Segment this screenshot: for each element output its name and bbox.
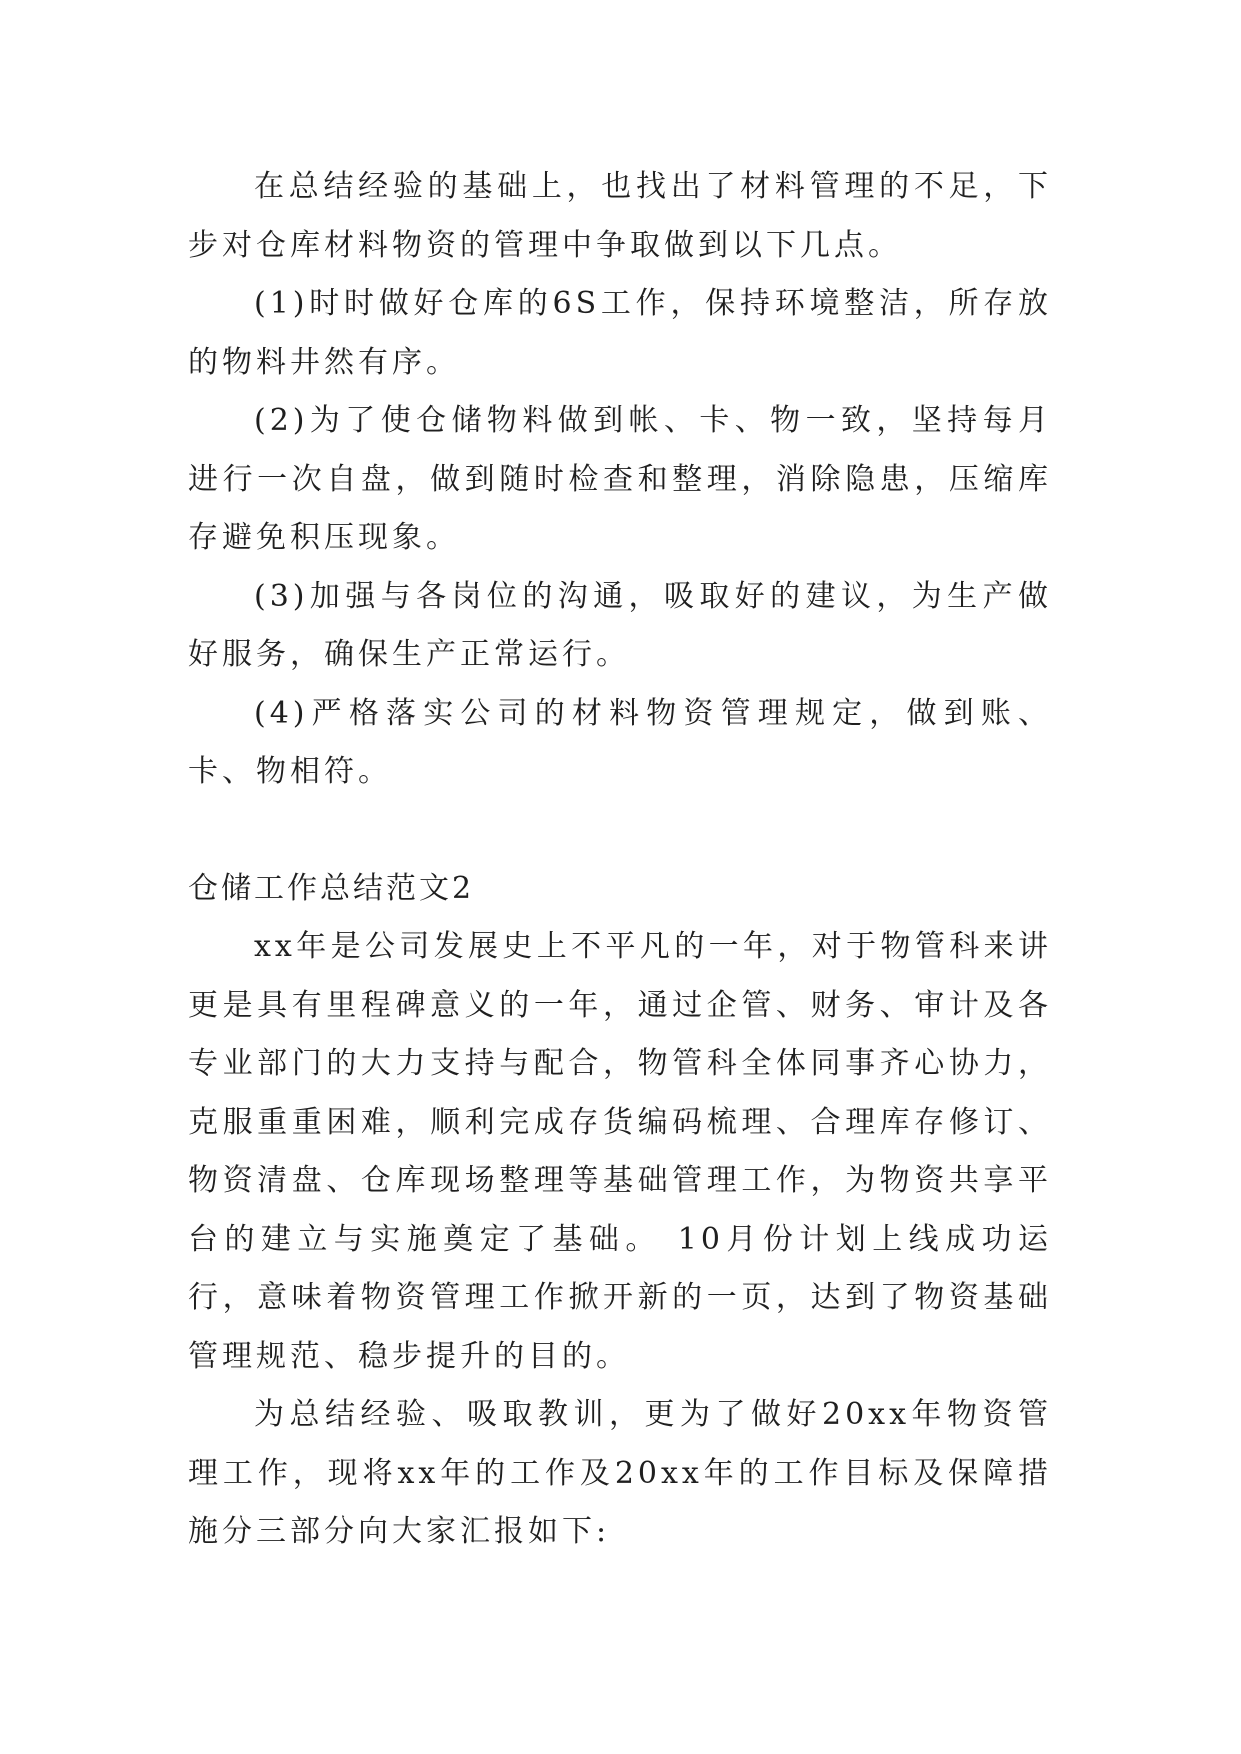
paragraph-item-3: (3)加强与各岗位的沟通，吸取好的建议，为生产做好服务，确保生产正常运行。 [188,578,1052,672]
paragraph-item-2: (2)为了使仓储物料做到帐、卡、物一致，坚持每月进行一次自盘，做到随时检查和整理，消除隐患，压缩库存避免积压现象。 [188,403,1052,555]
paragraph-item-1: (1)时时做好仓库的6S工作，保持环境整洁，所存放的物料井然有序。 [188,286,1052,380]
section-heading: 仓储工作总结范文2 [188,870,475,906]
paragraph-intro: 在总结经验的基础上，也找出了材料管理的不足，下步对仓库材料物资的管理中争取做到以下几点。 [188,169,1052,263]
paragraph-report-intro: 为总结经验、吸取教训，更为了做好20xx年物资管理工作，现将xx年的工作及20xx年的工作目标及保障措施分三部分向大家汇报如下: [188,1397,1052,1549]
paragraph-summary: xx年是公司发展史上不平凡的一年，对于物管科来讲更是具有里程碑意义的一年，通过企管、财务、审计及各专业部门的大力支持与配合，物管科全体同事齐心协力，克服重重困难，顺利完成存货编码梳理、合理库存修订、物资清盘、仓库现场整理等基础管理工作，为物资共享平台的建立与实施奠定了基础。 10月份计划上线成功运行，意味着物资管理工作掀开新的一页，达到了物资基础管理规范、稳步提升的目的。 [188,929,1052,1374]
document-body [188,158,1052,1562]
paragraph-item-4: (4)严格落实公司的材料物资管理规定，做到账、卡、物相符。 [188,695,1052,789]
